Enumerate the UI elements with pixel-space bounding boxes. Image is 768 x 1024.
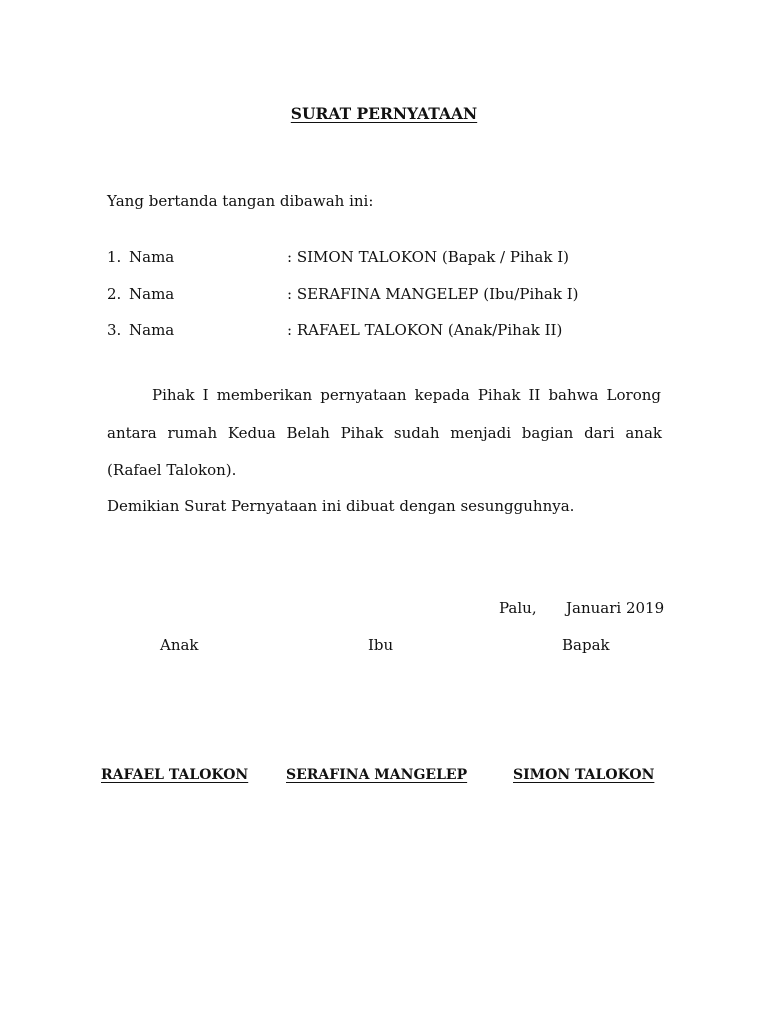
signatory-name-ibu: SERAFINA MANGELEP: [286, 767, 468, 783]
statement-line: antara rumah Kedua Belah Pihak sudah menjadi bagian dari anak: [107, 424, 662, 442]
party-value: : SERAFINA MANGELEP (Ibu/Pihak I): [287, 285, 579, 303]
place: Palu,: [499, 599, 537, 617]
role-anak: Anak: [160, 636, 199, 654]
party-number: 1.: [107, 248, 122, 266]
statement-line: (Rafael Talokon).: [107, 461, 237, 479]
signatory-name-anak: RAFAEL TALOKON: [101, 767, 249, 783]
statement-line: Pihak I memberikan pernyataan kepada Pihak II bahwa Lorong: [152, 386, 661, 404]
party-value: : SIMON TALOKON (Bapak / Pihak I): [287, 248, 570, 266]
role-ibu: Ibu: [368, 636, 394, 654]
party-number: 3.: [107, 321, 122, 339]
party-number: 2.: [107, 285, 122, 303]
intro-text: Yang bertanda tangan dibawah ini:: [107, 192, 374, 210]
party-value: : RAFAEL TALOKON (Anak/Pihak II): [287, 321, 563, 339]
party-label: Nama: [129, 248, 175, 266]
closing-text: Demikian Surat Pernyataan ini dibuat dengan sesungguhnya.: [107, 497, 575, 515]
party-label: Nama: [129, 285, 175, 303]
role-bapak: Bapak: [562, 636, 610, 654]
party-label: Nama: [129, 321, 175, 339]
document-title: SURAT PERNYATAAN: [290, 104, 478, 123]
date: Januari 2019: [566, 599, 665, 617]
signatory-name-bapak: SIMON TALOKON: [513, 767, 655, 783]
